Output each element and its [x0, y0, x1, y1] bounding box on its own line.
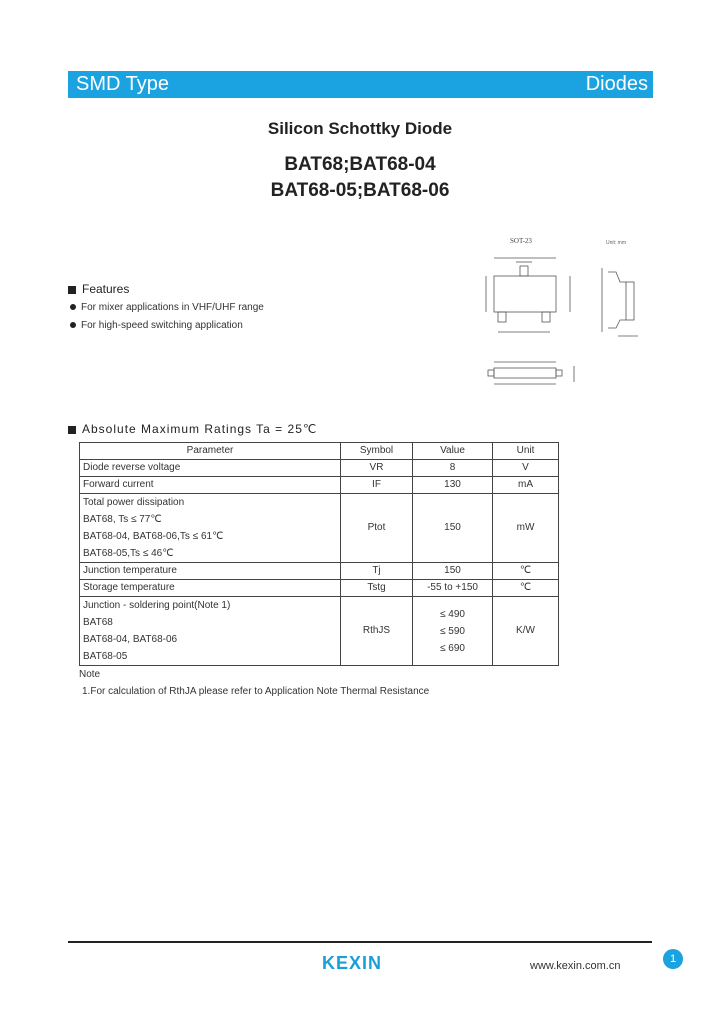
cell-unit: mA — [493, 477, 559, 494]
footer-divider — [68, 941, 652, 943]
cell-unit: ℃ — [493, 563, 559, 580]
cell-parameter: Storage temperature — [80, 580, 341, 597]
cell-symbol: VR — [341, 460, 413, 477]
package-unit-label: Unit: mm — [606, 240, 626, 246]
cell-symbol: Ptot — [341, 494, 413, 563]
note-item: 1.For calculation of RthJA please refer to Application Note Thermal Resistance — [82, 686, 430, 697]
bullet-icon — [70, 322, 76, 328]
cell-parameter: Total power dissipation BAT68, Ts ≤ 77℃ BAT68-04, BAT68-06,Ts ≤ 61℃ BAT68-05,Ts ≤ 46℃ — [80, 494, 341, 563]
column-header-unit: Unit — [493, 443, 559, 460]
note-label: Note — [79, 669, 101, 680]
ratings-table — [79, 442, 559, 666]
cell-parameter: Junction - soldering point(Note 1) BAT68 BAT68-04, BAT68-06 BAT68-05 — [80, 597, 341, 666]
features-heading: Features — [68, 282, 129, 296]
cell-value: 150 — [413, 494, 493, 563]
cell-symbol: Tstg — [341, 580, 413, 597]
cell-value: 150 — [413, 563, 493, 580]
feature-item: For mixer applications in VHF/UHF range — [70, 302, 264, 313]
part-numbers-line1: BAT68;BAT68-04 — [284, 154, 436, 175]
column-header-value: Value — [413, 443, 493, 460]
table-row — [80, 563, 559, 580]
header-type: Diodes — [585, 73, 648, 95]
table-row — [80, 477, 559, 494]
cell-unit: V — [493, 460, 559, 477]
column-header-parameter: Parameter — [80, 443, 341, 460]
cell-unit: ℃ — [493, 580, 559, 597]
page-title: Silicon Schottky Diode — [267, 119, 453, 138]
table-row — [80, 460, 559, 477]
cell-parameter: Diode reverse voltage — [80, 460, 341, 477]
company-logo: KEXIN — [322, 953, 383, 973]
cell-value: ≤ 490 ≤ 590 ≤ 690 — [413, 597, 493, 666]
column-header-symbol: Symbol — [341, 443, 413, 460]
cell-parameter: Junction temperature — [80, 563, 341, 580]
cell-value: 8 — [413, 460, 493, 477]
side-view-drawing — [602, 268, 638, 336]
bottom-view-drawing — [488, 362, 574, 384]
table-row — [80, 494, 559, 563]
square-bullet-icon — [68, 286, 76, 294]
cell-symbol: IF — [341, 477, 413, 494]
cell-unit: K/W — [493, 597, 559, 666]
table-row — [80, 580, 559, 597]
cell-value: 130 — [413, 477, 493, 494]
cell-symbol: Tj — [341, 563, 413, 580]
table-row — [80, 597, 559, 666]
ratings-heading: Absolute Maximum Ratings Ta = 25℃ — [68, 422, 317, 436]
package-outline-diagram — [478, 232, 658, 412]
footer-url[interactable]: www.kexin.com.cn — [530, 960, 621, 972]
table-header-row — [80, 443, 559, 460]
package-name-label: SOT-23 — [510, 237, 532, 245]
cell-symbol: RthJS — [341, 597, 413, 666]
page-number-badge: 1 — [663, 949, 683, 969]
header-category: SMD Type — [76, 73, 169, 95]
part-numbers-line2: BAT68-05;BAT68-06 — [270, 180, 450, 201]
cell-parameter: Forward current — [80, 477, 341, 494]
square-bullet-icon — [68, 426, 76, 434]
top-view-drawing — [486, 258, 570, 332]
cell-unit: mW — [493, 494, 559, 563]
cell-value: -55 to +150 — [413, 580, 493, 597]
bullet-icon — [70, 304, 76, 310]
feature-item: For high-speed switching application — [70, 320, 243, 331]
